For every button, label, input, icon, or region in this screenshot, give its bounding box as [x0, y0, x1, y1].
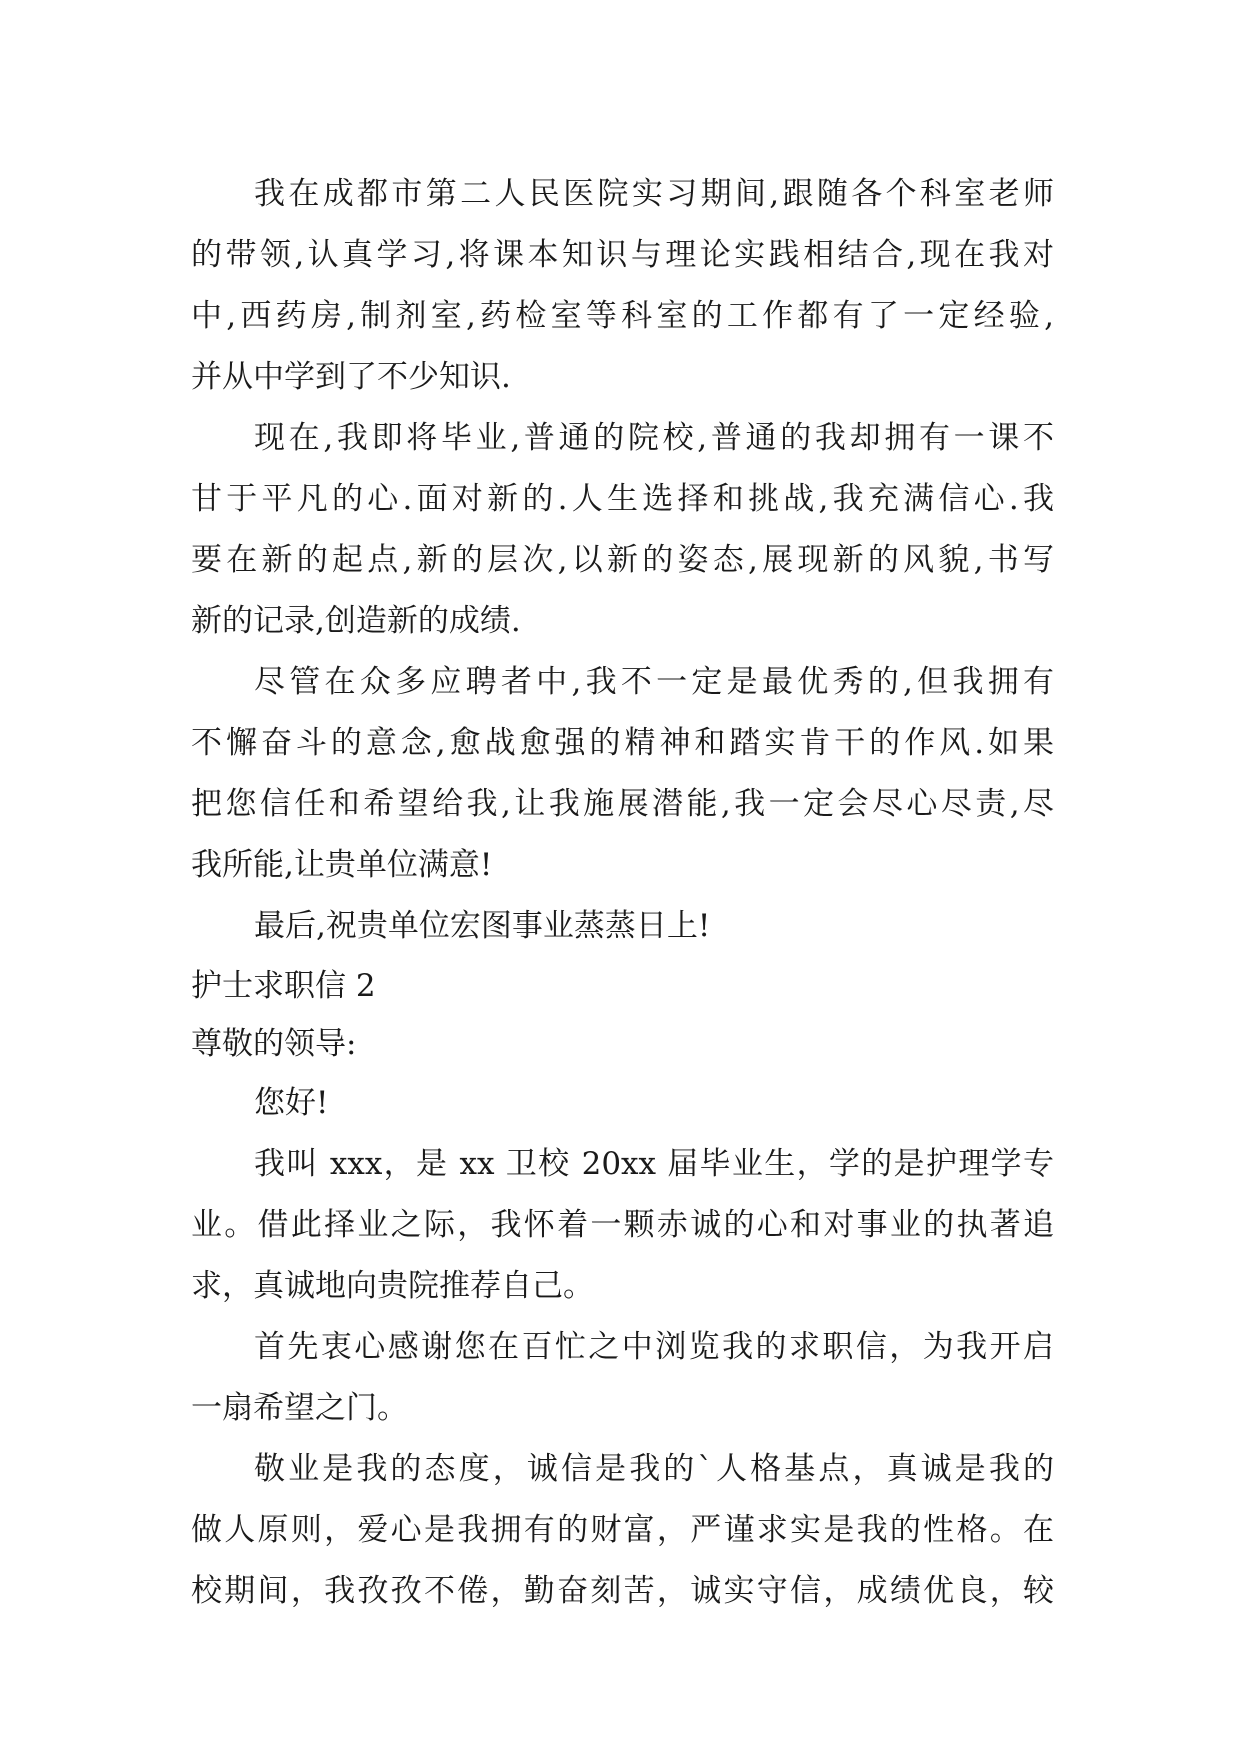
paragraph-line: 甘于平凡的心.面对新的.人生选择和挑战,我充满信心.我 [191, 481, 1054, 517]
section-heading: 护士求职信 2 [191, 968, 376, 1004]
paragraph-line: 新的记录,创造新的成绩. [191, 603, 521, 639]
paragraph-line: 我在成都市第二人民医院实习期间,跟随各个科室老师 [254, 176, 1054, 212]
paragraph-line: 并从中学到了不少知识. [191, 359, 511, 395]
paragraph-line: 校期间，我孜孜不倦，勤奋刻苦，诚实守信，成绩优良，较 [191, 1573, 1054, 1609]
paragraph-line: 业。借此择业之际，我怀着一颗赤诚的心和对事业的执著追 [191, 1207, 1054, 1243]
salutation: 尊敬的领导: [191, 1026, 357, 1062]
paragraph-line: 做人原则，爱心是我拥有的财富，严谨求实是我的性格。在 [191, 1512, 1054, 1548]
paragraph-line: 求，真诚地向贵院推荐自己。 [191, 1268, 594, 1304]
paragraph-line: 敬业是我的态度，诚信是我的`人格基点，真诚是我的 [254, 1451, 1054, 1487]
paragraph-line: 要在新的起点,新的层次,以新的姿态,展现新的风貌,书写 [191, 542, 1054, 578]
paragraph-line: 一扇希望之门。 [191, 1390, 408, 1426]
paragraph-line: 最后,祝贵单位宏图事业蒸蒸日上! [254, 908, 711, 944]
paragraph-line: 我所能,让贵单位满意! [191, 847, 493, 883]
paragraph-line: 首先衷心感谢您在百忙之中浏览我的求职信，为我开启 [254, 1329, 1054, 1365]
paragraph-line: 现在,我即将毕业,普通的院校,普通的我却拥有一课不 [254, 420, 1054, 456]
paragraph-line: 的带领,认真学习,将课本知识与理论实践相结合,现在我对 [191, 237, 1054, 273]
paragraph-line: 不懈奋斗的意念,愈战愈强的精神和踏实肯干的作风.如果 [191, 725, 1054, 761]
paragraph-line: 把您信任和希望给我,让我施展潜能,我一定会尽心尽责,尽 [191, 786, 1054, 822]
paragraph-line: 尽管在众多应聘者中,我不一定是最优秀的,但我拥有 [254, 664, 1054, 700]
paragraph-line: 我叫 xxx，是 xx 卫校 20xx 届毕业生，学的是护理学专 [254, 1146, 1054, 1182]
paragraph-line: 中,西药房,制剂室,药检室等科室的工作都有了一定经验, [191, 298, 1054, 334]
document-body [191, 164, 1054, 1622]
greeting: 您好! [254, 1085, 329, 1121]
